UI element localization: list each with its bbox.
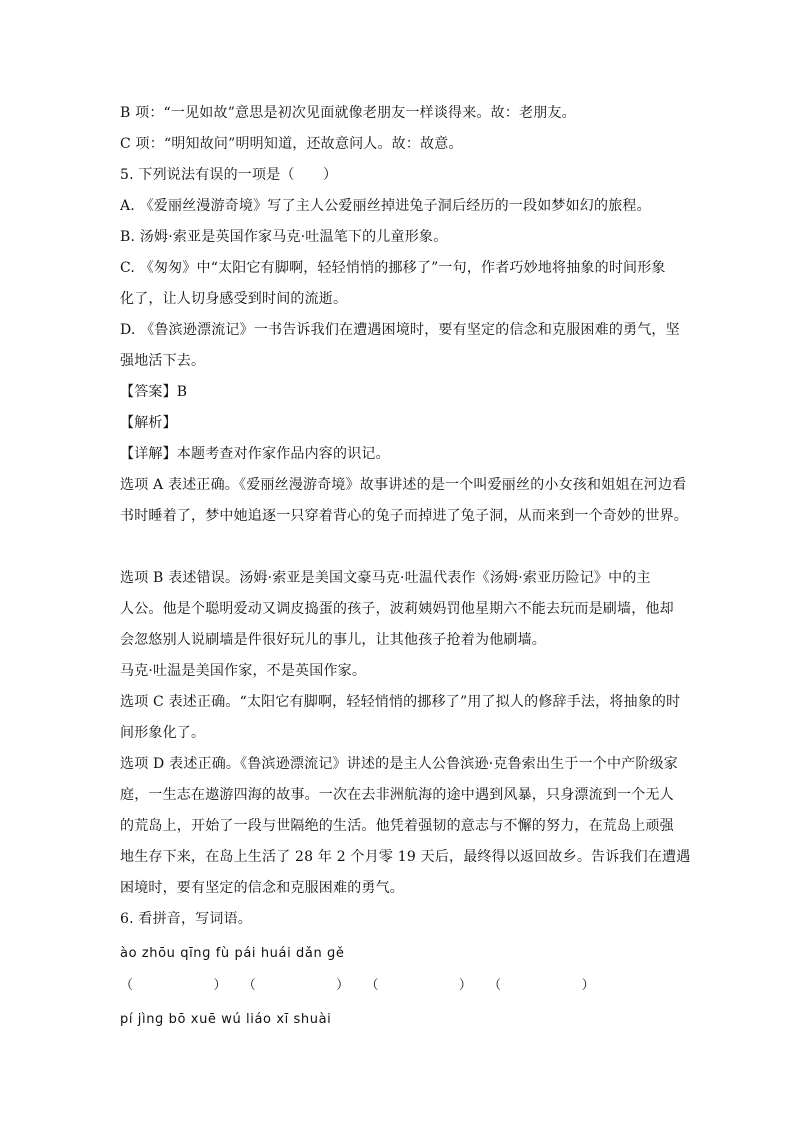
detail-label: 【详解】本题考查对作家作品内容的识记。 [120, 446, 390, 462]
pinyin-row-2: pí jìnɡ bō xuē wú liáo xī shuài [120, 1012, 332, 1027]
answer-label: 【答案】B [120, 384, 188, 400]
text-line: 庭，一生志在遨游四海的故事。一次在去非洲航海的途中遇到风暴，只身漂流到一个无人 [120, 787, 674, 803]
text-line: 化了，让人切身感受到时间的流逝。 [120, 291, 348, 307]
text-line: 强地活下去。 [120, 353, 206, 369]
text-line: B 项：“一见如故”意思是初次见面就像老朋友一样谈得来。故：老朋友。 [120, 105, 576, 121]
option-c: C. 《匆匆》中“太阳它有脚啊，轻轻悄悄的挪移了”一句，作者巧妙地将抽象的时间形象 [120, 260, 666, 276]
text-line: 选项 C 表述正确。“太阳它有脚啊，轻轻悄悄的挪移了”用了拟人的修辞手法，将抽象的时 [120, 694, 681, 710]
analysis-label: 【解析】 [120, 415, 177, 431]
text-line: 选项 A 表述正确。《爱丽丝漫游奇境》故事讲述的是一个叫爱丽丝的小女孩和姐姐在河边看 [120, 477, 687, 493]
text-line: 书时睡着了，梦中她追逐一只穿着背心的兔子而掉进了兔子洞，从而来到一个奇妙的世界。 [120, 508, 688, 524]
pinyin-row-1: ào zhōu qīnɡ fù pái huái dǎn ɡě [120, 946, 345, 961]
text-line: 会忽悠别人说刷墙是件很好玩儿的事儿，让其他孩子抢着为他刷墙。 [120, 632, 546, 648]
question-6: 6. 看拼音，写词语。 [120, 911, 253, 927]
option-a: A. 《爱丽丝漫游奇境》写了主人公爱丽丝掉进兔子洞后经历的一段如梦如幻的旅程。 [120, 198, 651, 214]
option-d: D. 《鲁滨逊漂流记》一书告诉我们在遭遇困境时，要有坚定的信念和克服困难的勇气，坚 [120, 322, 680, 338]
text-line: 地生存下来，在岛上生活了 28 年 2 个月零 19 天后，最终得以返回故乡。告诉我们在遭遇 [120, 849, 691, 865]
answer-blanks-row: （ ） （ ） （ ） （ ） [120, 978, 595, 993]
text-line: 的荒岛上，开始了一段与世隔绝的生活。他凭着强韧的意志与不懈的努力，在荒岛上顽强 [120, 818, 674, 834]
text-line: 选项 D 表述正确。《鲁滨逊漂流记》讲述的是主人公鲁滨逊·克鲁索出生于一个中产阶级家 [120, 756, 678, 772]
text-line: C 项：“明知故问”明明知道，还故意问人。故：故意。 [120, 136, 463, 152]
text-line: 间形象化了。 [120, 725, 206, 741]
text-line: 困境时，要有坚定的信念和克服困难的勇气。 [120, 880, 404, 896]
text-line: 选项 B 表述错误。汤姆·索亚是美国文豪马克·吐温代表作《汤姆·索亚历险记》中的主 [120, 570, 651, 586]
option-b: B. 汤姆·索亚是英国作家马克·吐温笔下的儿童形象。 [120, 229, 448, 245]
text-line: 马克·吐温是美国作家，不是英国作家。 [120, 663, 367, 679]
text-line: 人公。他是个聪明爱动又调皮捣蛋的孩子，波莉姨妈罚他星期六不能去玩而是刷墙，他却 [120, 601, 674, 617]
question-5: 5. 下列说法有误的一项是（ ） [120, 167, 338, 183]
